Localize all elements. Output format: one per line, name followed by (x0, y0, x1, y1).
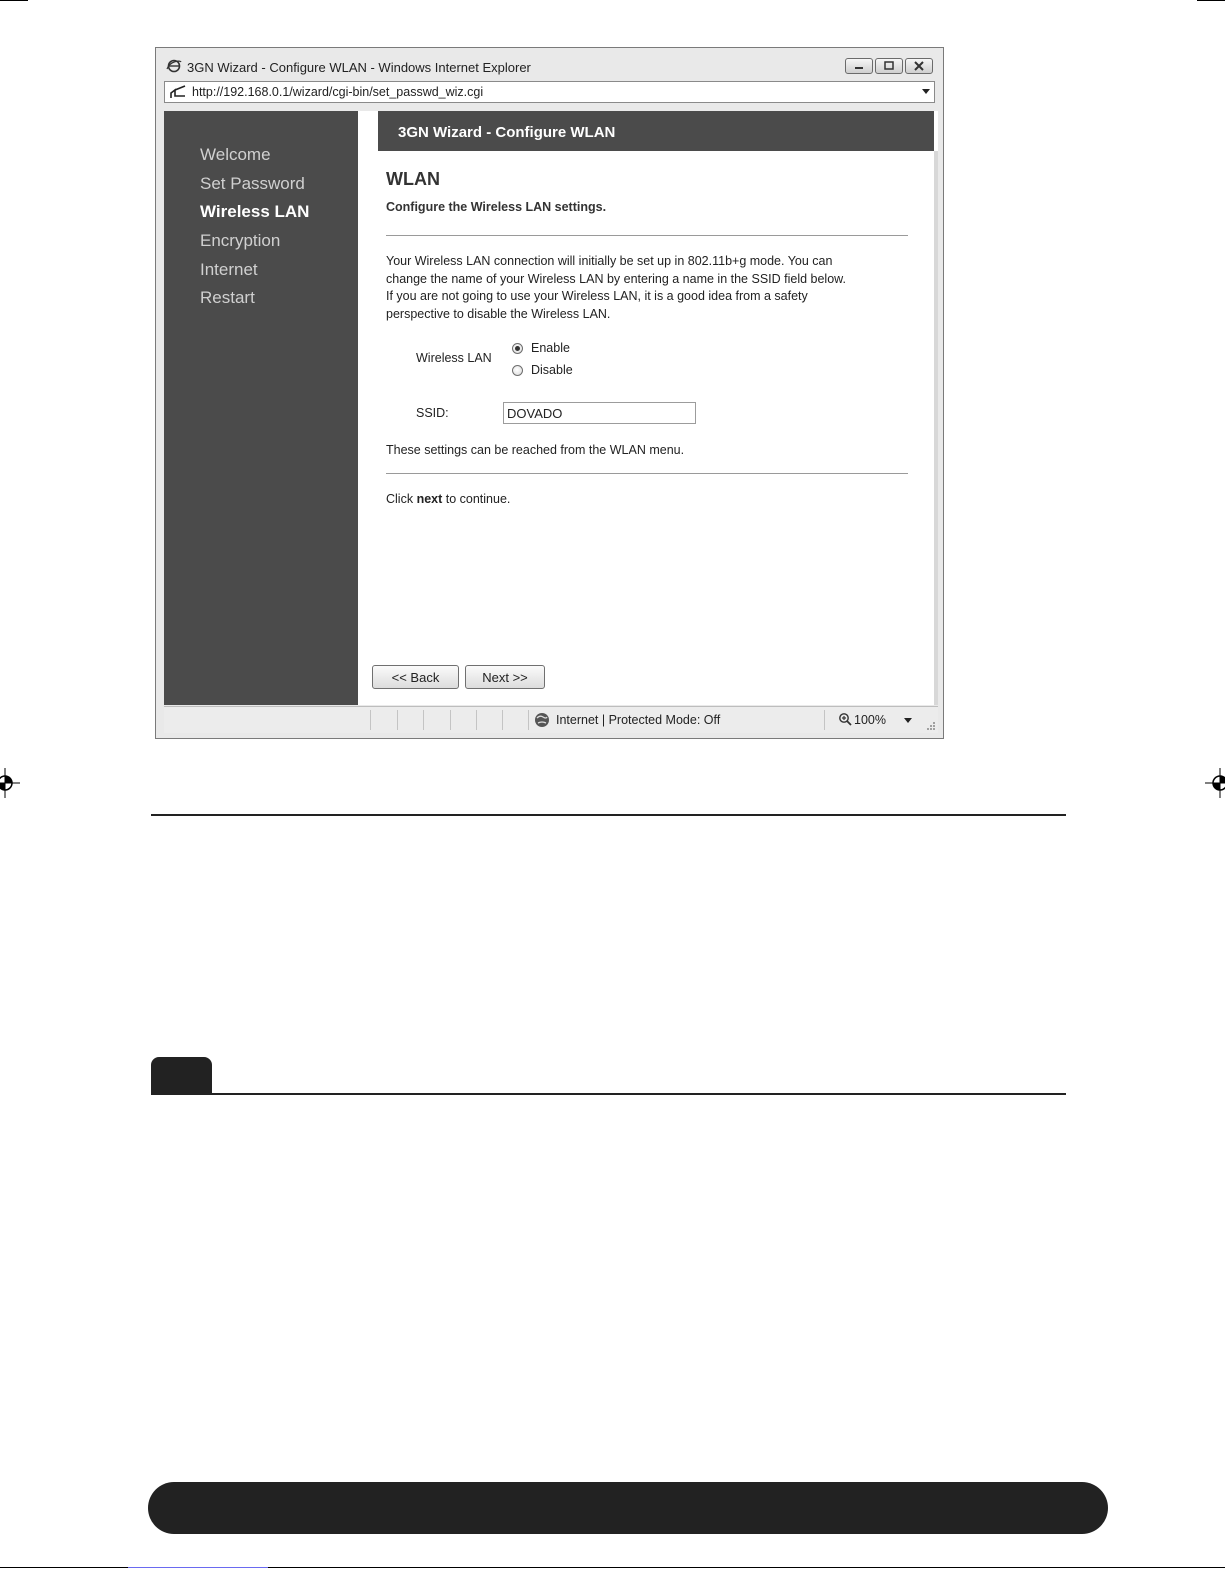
maximize-button[interactable] (875, 58, 903, 74)
status-divider (528, 710, 529, 730)
status-divider (397, 710, 398, 730)
settings-note: These settings can be reached from the WLAN menu. (386, 443, 685, 457)
ssid-label: SSID: (416, 406, 449, 420)
continue-instruction (386, 492, 510, 506)
chevron-down-icon[interactable] (904, 718, 912, 723)
sidebar-item-set-password[interactable]: Set Password (200, 174, 305, 193)
ssid-input[interactable] (503, 402, 696, 424)
browser-window (155, 47, 944, 739)
close-icon (906, 59, 932, 73)
next-button[interactable]: Next >> (465, 665, 545, 689)
window-title: 3GN Wizard - Configure WLAN - Windows Internet Explorer (187, 60, 531, 75)
page-title: WLAN (386, 169, 440, 189)
minimize-button[interactable] (845, 58, 873, 74)
disable-radio-label: Disable (531, 363, 573, 377)
header-title: 3GN Wizard - Configure WLAN (398, 124, 616, 141)
minimize-icon (846, 59, 872, 73)
instruction-prefix: Click (386, 492, 417, 506)
title-bar (156, 48, 943, 80)
divider (386, 235, 908, 236)
close-button[interactable] (905, 58, 933, 74)
registration-mark-icon (1205, 768, 1225, 798)
enable-radio-option[interactable] (512, 341, 570, 355)
page-icon (169, 84, 187, 100)
status-divider (370, 710, 371, 730)
globe-icon (534, 712, 550, 728)
sidebar-item-restart[interactable]: Restart (200, 288, 255, 307)
status-bar (164, 706, 938, 733)
crop-mark (1197, 0, 1225, 1)
security-zone-status[interactable]: Internet | Protected Mode: Off (556, 713, 721, 727)
instruction-keyword: next (416, 492, 443, 506)
back-button[interactable]: << Back (372, 665, 459, 689)
description-line: change the name of your Wireless LAN by entering a name in the SSID field below. (386, 271, 846, 286)
chevron-down-icon[interactable] (922, 89, 930, 94)
status-divider (423, 710, 424, 730)
page-header (378, 111, 934, 151)
url-text: http://192.168.0.1/wizard/cgi-bin/set_passwd_wiz.cgi (192, 85, 484, 99)
instruction-suffix: to continue. (442, 492, 511, 506)
sidebar-item-encryption[interactable]: Encryption (200, 231, 281, 250)
maximize-icon (876, 59, 902, 73)
sidebar-item-welcome[interactable]: Welcome (200, 145, 271, 164)
window-controls (845, 58, 933, 74)
wireless-lan-label: Wireless LAN (416, 351, 492, 365)
magnifier-icon (838, 712, 852, 726)
internet-explorer-icon (166, 58, 182, 74)
description-line: perspective to disable the Wireless LAN. (386, 306, 611, 321)
disable-radio-option[interactable] (512, 363, 573, 377)
enable-radio-label: Enable (531, 341, 570, 355)
enable-radio[interactable] (512, 343, 523, 354)
disable-radio[interactable] (512, 365, 523, 376)
zoom-level[interactable]: 100% (854, 713, 886, 727)
divider (386, 473, 908, 474)
footer-bar (148, 1482, 1108, 1534)
crop-mark (0, 0, 28, 1)
registration-mark-icon (0, 768, 20, 798)
address-bar[interactable] (164, 81, 935, 103)
description-line: If you are not going to use your Wireless LAN, it is a good idea from a safety (386, 289, 808, 303)
section-tab (151, 1057, 212, 1095)
page-viewport (164, 111, 938, 705)
scrollbar[interactable] (934, 151, 938, 705)
status-divider (476, 710, 477, 730)
section-rule (151, 814, 1066, 816)
resize-grip-icon[interactable] (926, 721, 936, 731)
description-text (386, 253, 908, 323)
sidebar-item-internet[interactable]: Internet (200, 260, 258, 279)
wizard-sidebar (164, 111, 358, 705)
description-line: Your Wireless LAN connection will initially be set up in 802.11b+g mode. You can (386, 254, 833, 268)
crop-line (128, 1567, 268, 1568)
status-divider (450, 710, 451, 730)
section-rule (151, 1093, 1066, 1095)
status-divider (824, 710, 825, 730)
sidebar-item-wireless-lan[interactable]: Wireless LAN (200, 202, 310, 221)
status-divider (502, 710, 503, 730)
page-subtitle: Configure the Wireless LAN settings. (386, 200, 607, 214)
